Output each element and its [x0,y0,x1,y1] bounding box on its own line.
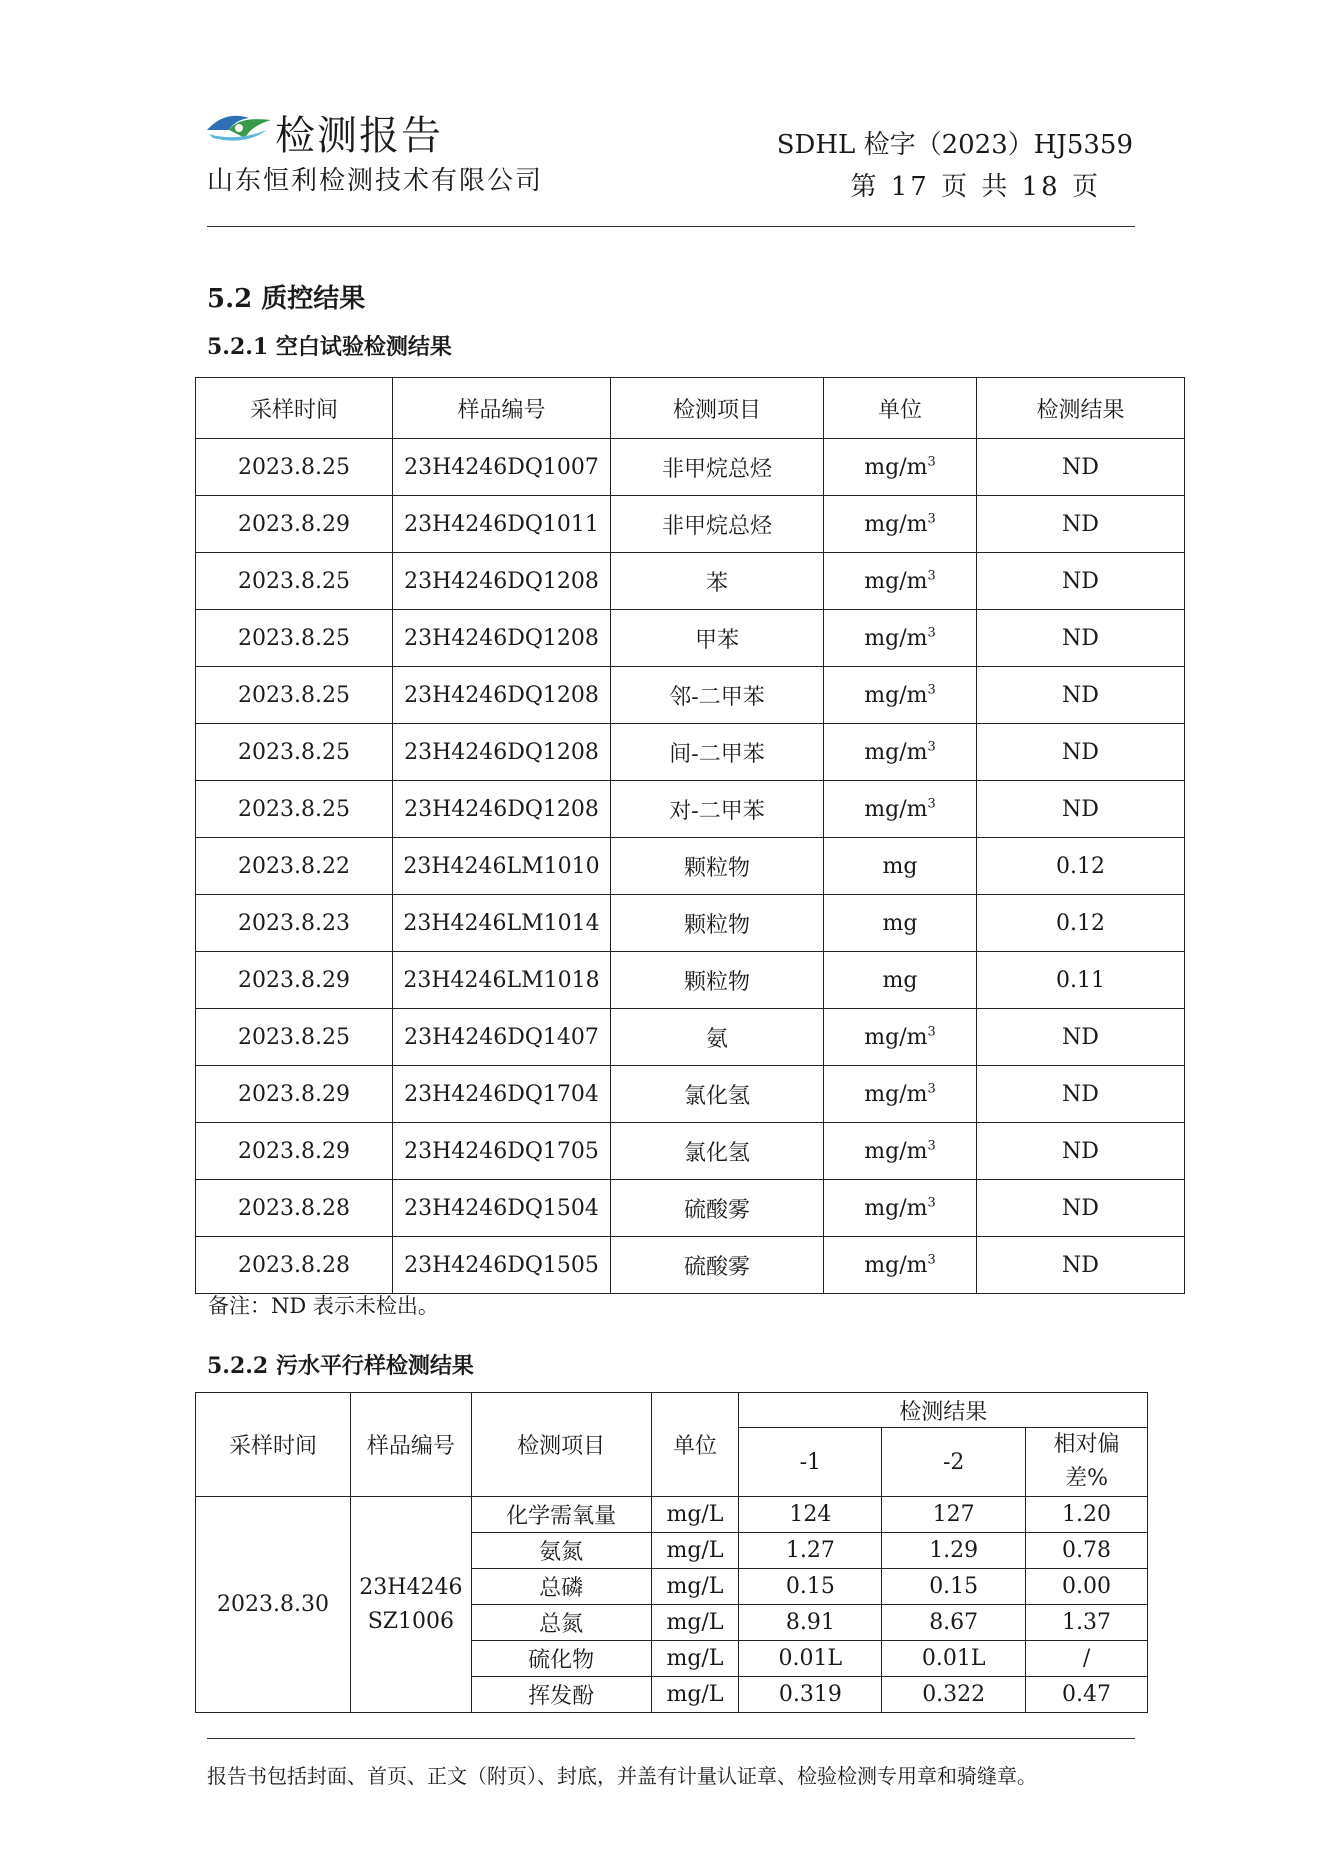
result-cell: ND [977,496,1185,553]
unit-exponent: 3 [927,1081,936,1097]
sample-id-cell: 23H4246LM1010 [393,838,611,895]
result-cell: ND [977,439,1185,496]
sample-id-cell: 23H4246DQ1504 [393,1180,611,1237]
header-cell: 检测项目 [611,378,824,439]
header-cell: 样品编号 [350,1393,471,1497]
test-item-cell: 总氮 [471,1605,651,1641]
unit-cell [824,1066,977,1123]
sampling-date-cell: 2023.8.25 [196,781,393,838]
relative-deviation-cell: 1.20 [1026,1497,1148,1533]
unit-text: mg/m [864,1252,928,1278]
sampling-date-cell: 2023.8.28 [196,1180,393,1237]
sample-id-cell [350,1497,471,1713]
table-row [196,724,1185,781]
test-item-cell: 挥发酚 [471,1677,651,1713]
test-item-cell: 颗粒物 [611,952,824,1009]
test-item-cell: 甲苯 [611,610,824,667]
result-cell: 0.12 [977,838,1185,895]
test-item-cell: 颗粒物 [611,895,824,952]
unit-cell [824,439,977,496]
unit-exponent: 3 [927,682,936,698]
header-cell [1026,1428,1148,1497]
unit-cell [824,496,977,553]
unit-text: mg/m [864,1195,928,1221]
sampling-date-cell: 2023.8.30 [196,1497,351,1713]
unit-cell [824,781,977,838]
test-item-cell: 邻-二甲苯 [611,667,824,724]
sampling-date-cell: 2023.8.25 [196,610,393,667]
table-row [196,439,1185,496]
parallel-sample-table [195,1392,1148,1713]
table-row [196,1066,1185,1123]
header-rd-line1: 相对偏 [1053,1432,1120,1457]
unit-cell [824,895,977,952]
blank-test-table [195,377,1185,1294]
unit-text: mg/m [864,568,928,594]
unit-exponent: 3 [927,454,936,470]
test-item-cell: 氯化氢 [611,1066,824,1123]
sampling-date-cell: 2023.8.25 [196,724,393,781]
table-row [196,952,1185,1009]
unit-cell: mg/L [651,1677,739,1713]
sampling-date-cell: 2023.8.25 [196,553,393,610]
sampling-date-cell: 2023.8.29 [196,1123,393,1180]
sample-id-cell: 23H4246DQ1705 [393,1123,611,1180]
table-row [196,610,1185,667]
result-cell: ND [977,1180,1185,1237]
relative-deviation-cell: 0.78 [1026,1533,1148,1569]
result-cell: ND [977,781,1185,838]
sample-id-line1: 23H4246 [359,1574,463,1600]
page-info: 第 17 页 共 18 页 [850,172,1101,202]
sample-id-cell: 23H4246DQ1007 [393,439,611,496]
sampling-date-cell: 2023.8.22 [196,838,393,895]
test-item-cell: 非甲烷总烃 [611,439,824,496]
unit-exponent: 3 [927,511,936,527]
document-title: 检测报告 [275,113,443,159]
result-1-cell: 124 [739,1497,882,1533]
company-name: 山东恒利检测技术有限公司 [207,166,544,196]
sample-id-line2: SZ1006 [367,1608,455,1634]
header-cell: 检测结果 [977,378,1185,439]
table-header-row [196,378,1185,439]
relative-deviation-cell: / [1026,1641,1148,1677]
unit-text: mg/m [864,1081,928,1107]
header-cell: 采样时间 [196,378,393,439]
header-cell: 采样时间 [196,1393,351,1497]
table-row [196,895,1185,952]
header-rd-line2: 差% [1065,1466,1108,1491]
test-item-cell: 氨 [611,1009,824,1066]
test-item-cell: 颗粒物 [611,838,824,895]
table-row [196,1009,1185,1066]
sample-id-cell: 23H4246DQ1208 [393,724,611,781]
result-cell: 0.12 [977,895,1185,952]
unit-text: mg/m [864,1024,928,1050]
unit-text: mg [882,967,918,993]
result-cell: ND [977,1237,1185,1294]
footer-note: 报告书包括封面、首页、正文（附页）、封底，并盖有计量认证章、检验检测专用章和骑缝章。 [207,1764,1037,1788]
result-cell: ND [977,610,1185,667]
sample-id-cell: 23H4246DQ1208 [393,667,611,724]
result-2-cell: 0.15 [882,1569,1026,1605]
unit-cell [824,838,977,895]
result-2-cell: 0.322 [882,1677,1026,1713]
result-1-cell: 1.27 [739,1533,882,1569]
relative-deviation-cell: 0.00 [1026,1569,1148,1605]
unit-exponent: 3 [927,1195,936,1211]
header-cell: 检测结果 [739,1393,1148,1428]
result-cell: ND [977,1009,1185,1066]
sampling-date-cell: 2023.8.28 [196,1237,393,1294]
sample-id-cell: 23H4246DQ1011 [393,496,611,553]
header-divider [207,226,1135,227]
table-row [196,496,1185,553]
sample-id-cell: 23H4246DQ1505 [393,1237,611,1294]
unit-text: mg/m [864,625,928,651]
table-row [196,553,1185,610]
test-item-cell: 硫酸雾 [611,1237,824,1294]
table-row [196,667,1185,724]
result-cell: ND [977,724,1185,781]
test-item-cell: 苯 [611,553,824,610]
header-cell: 检测项目 [471,1393,651,1497]
header-cell: -1 [739,1428,882,1497]
sample-id-cell: 23H4246DQ1208 [393,781,611,838]
table-row [196,1497,1148,1533]
table-row [196,1237,1185,1294]
unit-exponent: 3 [927,568,936,584]
table-header-row [196,1393,1148,1428]
unit-cell [824,1123,977,1180]
table-row [196,1180,1185,1237]
company-logo-icon [205,108,275,148]
result-cell: 0.11 [977,952,1185,1009]
unit-exponent: 3 [927,1138,936,1154]
section-heading-5-2-1: 5.2.1 空白试验检测结果 [207,334,452,360]
unit-cell [824,667,977,724]
header-cell: 单位 [651,1393,739,1497]
sampling-date-cell: 2023.8.29 [196,952,393,1009]
sample-id-cell: 23H4246LM1018 [393,952,611,1009]
section-heading-5-2-2: 5.2.2 污水平行样检测结果 [207,1353,474,1379]
table-row [196,781,1185,838]
test-item-cell: 总磷 [471,1569,651,1605]
result-cell: ND [977,667,1185,724]
result-1-cell: 0.319 [739,1677,882,1713]
footer-divider [207,1738,1135,1739]
unit-cell [824,1180,977,1237]
unit-cell [824,952,977,1009]
unit-cell: mg/L [651,1569,739,1605]
test-item-cell: 间-二甲苯 [611,724,824,781]
test-item-cell: 硫酸雾 [611,1180,824,1237]
result-1-cell: 8.91 [739,1605,882,1641]
relative-deviation-cell: 0.47 [1026,1677,1148,1713]
table-row [196,1123,1185,1180]
unit-cell: mg/L [651,1497,739,1533]
unit-cell [824,1009,977,1066]
sampling-date-cell: 2023.8.25 [196,1009,393,1066]
test-item-cell: 硫化物 [471,1641,651,1677]
unit-exponent: 3 [927,625,936,641]
table-note: 备注：ND 表示未检出。 [208,1294,439,1318]
sampling-date-cell: 2023.8.23 [196,895,393,952]
result-cell: ND [977,1123,1185,1180]
unit-exponent: 3 [927,739,936,755]
header-cell: 单位 [824,378,977,439]
unit-exponent: 3 [927,1024,936,1040]
unit-text: mg/m [864,739,928,765]
test-item-cell: 氯化氢 [611,1123,824,1180]
unit-cell: mg/L [651,1533,739,1569]
result-cell: ND [977,553,1185,610]
sampling-date-cell: 2023.8.25 [196,667,393,724]
sampling-date-cell: 2023.8.25 [196,439,393,496]
sampling-date-cell: 2023.8.29 [196,1066,393,1123]
sample-id-cell: 23H4246DQ1704 [393,1066,611,1123]
unit-cell [824,553,977,610]
unit-exponent: 3 [927,796,936,812]
result-2-cell: 8.67 [882,1605,1026,1641]
sample-id-cell: 23H4246DQ1407 [393,1009,611,1066]
unit-text: mg/m [864,454,928,480]
test-item-cell: 氨氮 [471,1533,651,1569]
unit-text: mg [882,910,918,936]
relative-deviation-cell: 1.37 [1026,1605,1148,1641]
header-cell: 样品编号 [393,378,611,439]
unit-exponent: 3 [927,1252,936,1268]
unit-cell: mg/L [651,1641,739,1677]
sampling-date-cell: 2023.8.29 [196,496,393,553]
unit-cell [824,724,977,781]
table-row [196,838,1185,895]
test-item-cell: 化学需氧量 [471,1497,651,1533]
unit-text: mg [882,853,918,879]
unit-cell: mg/L [651,1605,739,1641]
test-item-cell: 对-二甲苯 [611,781,824,838]
result-2-cell: 0.01L [882,1641,1026,1677]
header-cell: -2 [882,1428,1026,1497]
test-item-cell: 非甲烷总烃 [611,496,824,553]
unit-text: mg/m [864,511,928,537]
unit-text: mg/m [864,796,928,822]
result-2-cell: 127 [882,1497,1026,1533]
sample-id-cell: 23H4246DQ1208 [393,610,611,667]
unit-cell [824,610,977,667]
result-cell: ND [977,1066,1185,1123]
section-heading-5-2: 5.2 质控结果 [207,284,366,314]
unit-cell [824,1237,977,1294]
sample-id-cell: 23H4246LM1014 [393,895,611,952]
result-1-cell: 0.01L [739,1641,882,1677]
unit-text: mg/m [864,682,928,708]
sample-id-cell: 23H4246DQ1208 [393,553,611,610]
unit-text: mg/m [864,1138,928,1164]
result-1-cell: 0.15 [739,1569,882,1605]
report-number: SDHL 检字（2023）HJ5359 [776,130,1133,160]
result-2-cell: 1.29 [882,1533,1026,1569]
